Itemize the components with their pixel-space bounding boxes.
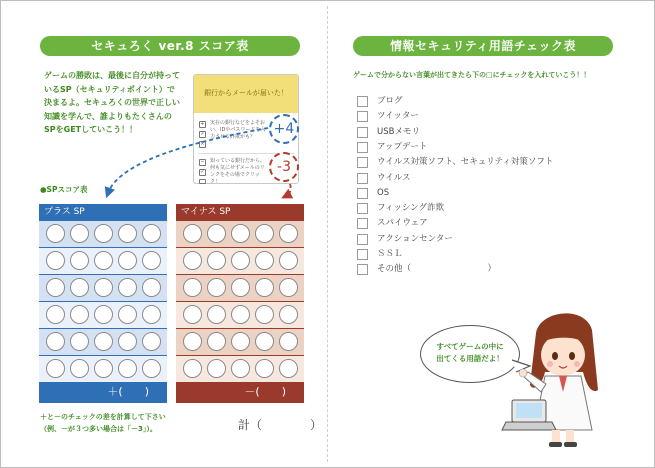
card-plus-text: 実在の銀行などをよそおい、IDやパスワードを入力させる詐欺かも？ xyxy=(210,120,266,140)
terms-lead-text: ゲームで分からない言葉が出てきたら下の□にチェックを入れていこう！！ xyxy=(353,71,591,79)
calc-note-line1: ＋と－のチェックの差を計算して下さい xyxy=(40,413,166,421)
intro-text: ゲームの勝敗は、最後に自分が持っているSP（セキュリティポイント）で決まるよ。セキュろくの世界で正しい知識を学んで、誰よりもたくさんのSPをGETしていこう！！ xyxy=(44,71,180,134)
term-label: ＳＳＬ xyxy=(377,249,403,259)
check-icon: ✓ xyxy=(200,169,205,175)
bubble-line1: すべてゲームの中に xyxy=(436,342,504,351)
check-icon: ✓ xyxy=(200,131,205,137)
minus-sp-total: －( ) xyxy=(244,385,286,398)
term-label: ツイッター xyxy=(377,111,419,122)
term-label: USBメモリ xyxy=(377,126,420,137)
bubble-line2: 出てくる用語だよ！ xyxy=(436,354,504,363)
term-label: アップデート xyxy=(377,141,428,152)
term-label: ブログ xyxy=(377,96,403,106)
plus-sp-title: プラス SP xyxy=(44,207,85,217)
term-label: その他（ ） xyxy=(377,264,497,275)
term-label: OS xyxy=(377,187,390,198)
term-label: ウイルス xyxy=(377,172,411,183)
term-label: スパイウェア xyxy=(377,218,428,229)
term-label: ウイルス対策ソフト、セキュリティ対策ソフト xyxy=(377,157,554,168)
term-label: アクションセンター xyxy=(377,233,453,244)
score-sheet-banner: セキュろく ver.8 スコア表 xyxy=(40,36,300,56)
calc-note-line2: （例、－が３つ多い場合は「－3」）。 xyxy=(40,425,157,433)
plus-icon: + xyxy=(200,121,205,127)
cross-icon: × xyxy=(200,141,205,147)
terms-banner: 情報セキュリティ用語チェック表 xyxy=(353,36,613,56)
minus-icon: − xyxy=(200,159,205,165)
term-label: フィッシング詐欺 xyxy=(377,203,444,214)
plus-four-badge: +4 xyxy=(269,114,299,144)
card-title: 銀行からメールが届いた！ xyxy=(204,89,288,97)
total-score: 計（ ） xyxy=(238,418,323,432)
sp-table-label: ●SPスコア表 xyxy=(40,185,88,194)
card-minus-text: 知っている銀行だから、何も気にせずメールのリンクをその場でクリック！ xyxy=(210,158,266,185)
plus-sp-total: ＋( ) xyxy=(107,385,149,398)
minus-sp-title: マイナス SP xyxy=(181,207,231,217)
minus-three-badge: -3 xyxy=(269,152,299,182)
